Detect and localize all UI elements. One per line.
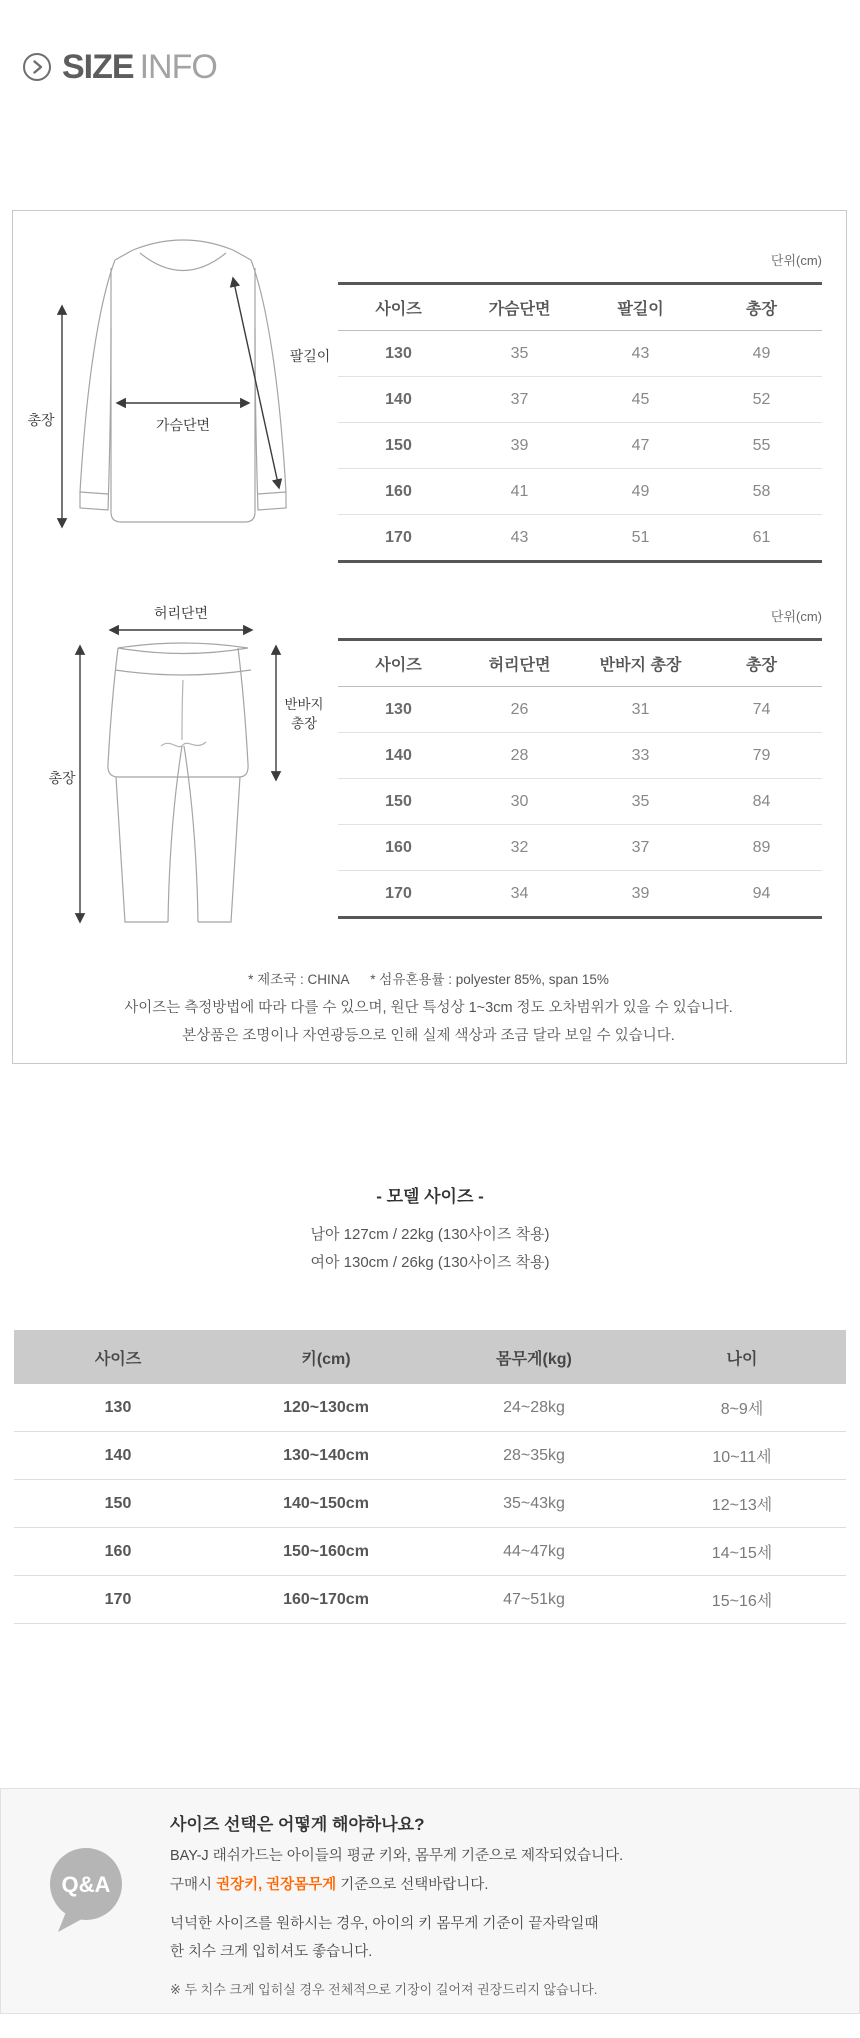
model-size-girl: 여아 130cm / 26kg (130사이즈 착용) (310, 1254, 550, 1271)
table-cell: 37 (459, 377, 580, 423)
table-cell: 43 (580, 331, 701, 377)
table-cell: 24~28kg (430, 1384, 638, 1432)
table-cell: 94 (752, 884, 771, 902)
shorts-length-label-line1: 반바지 (284, 697, 324, 712)
qna-line4: 한 치수 크게 입히셔도 좋습니다. (170, 1944, 373, 1960)
table-cell: 47 (580, 423, 701, 469)
table-cell: 130 (338, 687, 459, 733)
column-header: 몸무게(kg) (430, 1330, 638, 1384)
table-cell: 150 (338, 423, 459, 469)
table-cell: 89 (701, 825, 822, 871)
page-title-size: SIZE (62, 48, 134, 86)
size-info-header (22, 50, 217, 84)
table-cell: 140 (14, 1432, 222, 1480)
waist-width-label: 허리단면 (153, 605, 209, 621)
table-cell: 28~35kg (430, 1432, 638, 1480)
table-cell: 39 (631, 884, 650, 902)
table-header-row (338, 284, 822, 331)
table-cell: 10~11세 (638, 1432, 846, 1480)
table-cell: 41 (459, 469, 580, 515)
table-cell: 150 (14, 1480, 222, 1528)
table-row (14, 1384, 846, 1432)
table-cell: 14~15세 (638, 1528, 846, 1576)
table-cell: 43 (510, 528, 529, 546)
table-row (14, 1576, 846, 1624)
table-row (338, 377, 822, 423)
column-header: 나이 (638, 1330, 846, 1384)
table-row (338, 871, 822, 918)
unit-label: 단위(cm) (770, 253, 822, 268)
table-cell: 28 (459, 733, 580, 779)
table-cell: 160 (14, 1528, 222, 1576)
table-row (338, 331, 822, 377)
table-row (14, 1480, 846, 1528)
table-cell: 170 (385, 884, 412, 902)
table-cell: 30 (459, 779, 580, 825)
qna-line2-prefix: 구매시 (170, 1877, 217, 1893)
table-row (338, 687, 822, 733)
table-cell: 74 (701, 687, 822, 733)
column-header: 총장 (701, 640, 822, 687)
table-row (338, 469, 822, 515)
table-header-row (338, 640, 822, 687)
table-cell: 37 (580, 825, 701, 871)
size-tolerance-note: 사이즈는 측정방법에 따라 다를 수 있으며, 원단 특성상 1~3cm 정도 오차범위가 있을 수 있습니다. (124, 1000, 733, 1016)
qna-line1: BAY-J 래쉬가드는 아이들의 평균 키와, 몸무게 기준으로 제작되었습니다. (170, 1848, 624, 1864)
table-row (14, 1528, 846, 1576)
table-cell: 130 (14, 1384, 222, 1432)
table-cell: 170 (385, 528, 412, 546)
table-cell: 35 (580, 779, 701, 825)
table-row (338, 779, 822, 825)
table-cell: 31 (580, 687, 701, 733)
table-cell: 150 (338, 779, 459, 825)
qna-footnote: ※ 두 치수 크게 입히실 경우 전체적으로 기장이 길어져 권장드리지 않습니다. (170, 1982, 598, 1997)
table-cell: 170 (14, 1576, 222, 1624)
shirt-length-label: 총장 (27, 412, 55, 428)
page-title-info: INFO (139, 48, 217, 86)
sleeve-length-label: 팔길이 (289, 348, 331, 364)
qna-title: 사이즈 선택은 어떻게 해야하나요? (170, 1815, 425, 1834)
model-size-title: - 모델 사이즈 - (376, 1187, 484, 1206)
model-size-section (0, 1182, 860, 1277)
origin-note: * 제조국 : CHINA (248, 972, 349, 987)
table-cell: 15~16세 (638, 1576, 846, 1624)
table-cell: 160 (338, 825, 459, 871)
shirt-diagram (20, 220, 335, 535)
pants-diagram (20, 588, 340, 970)
table-cell: 51 (631, 528, 650, 546)
table-cell: 140~150cm (222, 1480, 430, 1528)
table-cell: 35~43kg (430, 1480, 638, 1528)
table-cell: 55 (701, 423, 822, 469)
table-row (14, 1432, 846, 1480)
pants-size-table (338, 638, 822, 919)
column-header: 총장 (701, 284, 822, 331)
table-cell: 58 (701, 469, 822, 515)
qna-recommended-highlight: 권장키, 권장몸무게 (216, 1877, 337, 1893)
table-header-row (14, 1330, 846, 1384)
qna-line3: 넉넉한 사이즈를 원하시는 경우, 아이의 키 몸무게 기준이 끝자락일때 (170, 1916, 599, 1932)
table-cell: 33 (580, 733, 701, 779)
table-cell: 12~13세 (638, 1480, 846, 1528)
table-cell: 140 (338, 377, 459, 423)
table-cell: 150~160cm (222, 1528, 430, 1576)
table-cell: 35 (459, 331, 580, 377)
manufacture-fabric-note (13, 968, 844, 988)
qna-line2 (170, 1873, 488, 1894)
table-cell: 130~140cm (222, 1432, 430, 1480)
table-cell: 49 (701, 331, 822, 377)
qna-badge-label: Q&A (61, 1872, 111, 1897)
table-row (338, 423, 822, 469)
column-header: 사이즈 (14, 1330, 222, 1384)
table-cell: 39 (459, 423, 580, 469)
table-cell: 45 (580, 377, 701, 423)
unit-label: 단위(cm) (770, 609, 822, 624)
table-cell: 120~130cm (222, 1384, 430, 1432)
qna-line2-suffix: 기준으로 선택바랍니다. (336, 1877, 489, 1893)
table-cell: 160~170cm (222, 1576, 430, 1624)
table-cell: 160 (338, 469, 459, 515)
table-cell: 32 (459, 825, 580, 871)
table-row (338, 825, 822, 871)
height-weight-age-table (14, 1330, 846, 1624)
table-cell: 44~47kg (430, 1528, 638, 1576)
table-row (338, 733, 822, 779)
qna-speech-bubble-icon (40, 1844, 136, 1944)
table-cell: 79 (701, 733, 822, 779)
column-header: 반바지 총장 (580, 640, 701, 687)
column-header: 가슴단면 (459, 284, 580, 331)
column-header: 사이즈 (338, 640, 459, 687)
shirt-size-table (338, 282, 822, 563)
table-cell: 84 (701, 779, 822, 825)
pants-length-label: 총장 (48, 770, 76, 786)
column-header: 키(cm) (222, 1330, 430, 1384)
shorts-length-label-line2: 총장 (290, 716, 318, 731)
chest-width-label: 가슴단면 (155, 417, 211, 433)
table-row (338, 515, 822, 562)
table-cell: 140 (338, 733, 459, 779)
model-size-boy: 남아 127cm / 22kg (130사이즈 착용) (310, 1226, 550, 1243)
table-cell: 52 (701, 377, 822, 423)
table-cell: 130 (338, 331, 459, 377)
page-title (62, 50, 217, 84)
column-header: 팔길이 (580, 284, 701, 331)
column-header: 사이즈 (338, 284, 459, 331)
table-cell: 47~51kg (430, 1576, 638, 1624)
table-cell: 61 (752, 528, 771, 546)
fabric-note: * 섬유혼용률 : polyester 85%, span 15% (370, 972, 609, 987)
table-cell: 34 (510, 884, 529, 902)
column-header: 허리단면 (459, 640, 580, 687)
table-cell: 26 (459, 687, 580, 733)
chevron-right-circle-icon (22, 52, 52, 82)
table-cell: 8~9세 (638, 1384, 846, 1432)
color-difference-note: 본상품은 조명이나 자연광등으로 인해 실제 색상과 조금 달라 보일 수 있습니다. (182, 1028, 675, 1044)
table-cell: 49 (580, 469, 701, 515)
